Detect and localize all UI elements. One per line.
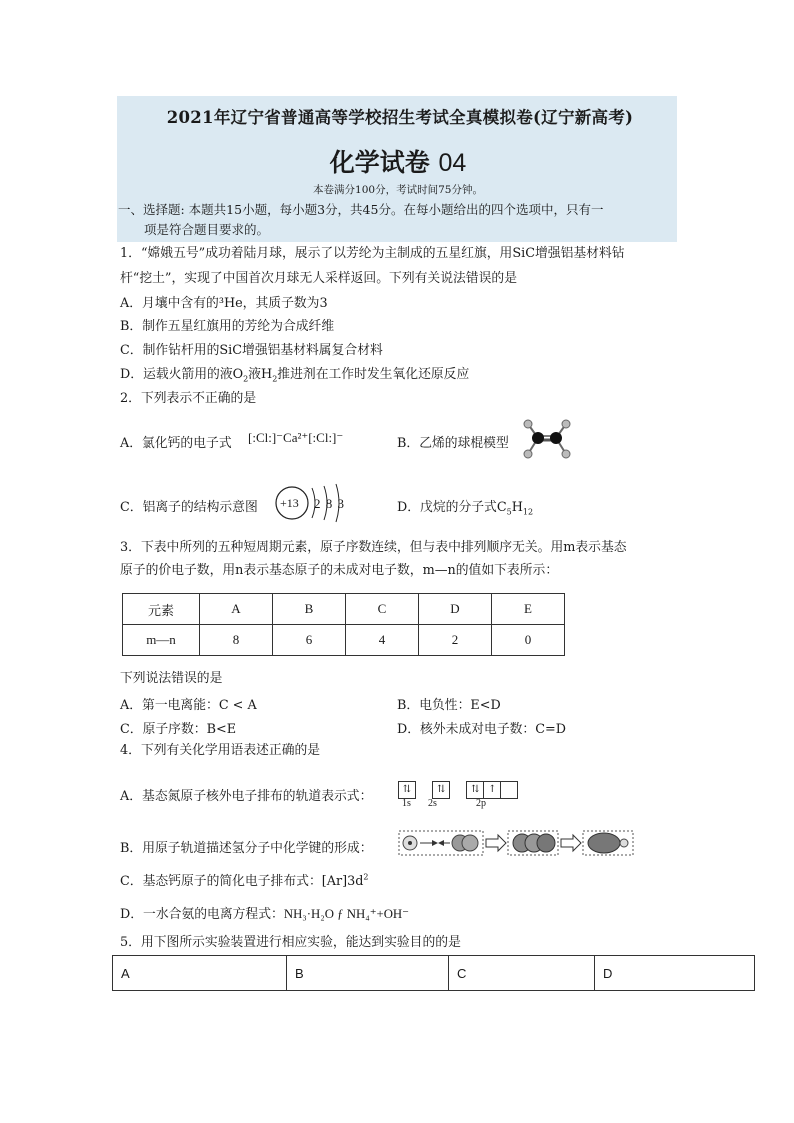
orbital-2p-3 xyxy=(501,781,518,799)
q2-stem: 2．下列表示不正确的是 xyxy=(120,391,257,406)
paper-title-text: 化学试卷 xyxy=(329,148,430,177)
q1-option-a: A．月壤中含有的³He，其质子数为3 xyxy=(120,296,328,311)
table-cell: A xyxy=(200,594,273,625)
q4-stem: 4．下列有关化学用语表述正确的是 xyxy=(120,743,321,758)
process-arrow-1 xyxy=(486,835,506,851)
nucleus-charge: +13 xyxy=(280,496,299,510)
orbital-1s: ⇅ xyxy=(398,781,416,799)
process-arrow-2 xyxy=(561,835,581,851)
exam-title: 2021年辽宁省普通高等学校招生考试全真模拟卷(辽宁新高考) xyxy=(166,108,634,127)
arrowhead-1 xyxy=(432,840,438,846)
instruction-line-2: 项是符合题目要求的。 xyxy=(144,222,270,237)
q2-option-a: A．氯化钙的电子式 xyxy=(120,436,232,451)
orbital-2s: ⇅ xyxy=(432,781,450,799)
table-cell: 6 xyxy=(273,625,346,656)
q1-d-mid: 液H xyxy=(248,367,273,382)
q2-option-c: C．铝离子的结构示意图 xyxy=(120,500,258,515)
exam-info: 本卷满分100分，考试时间75分钟。 xyxy=(313,184,483,196)
q1-d-post: 推进剂在工作时发生氧化还原反应 xyxy=(277,367,470,382)
ethylene-ball-stick-model xyxy=(518,418,578,462)
nitrogen-orbital-diagram xyxy=(398,779,518,799)
q3-ask: 下列说法错误的是 xyxy=(120,671,223,686)
carbon-atom-1 xyxy=(532,432,544,444)
arrowhead-2 xyxy=(438,840,444,846)
orbital-2p-1: ⇅ xyxy=(466,781,484,799)
orbital-2p-2: ↑ xyxy=(484,781,501,799)
table-cell: B xyxy=(287,956,449,991)
h2-molecule xyxy=(588,833,620,853)
q2-option-d xyxy=(397,496,533,517)
hydrogen-atom-1 xyxy=(524,420,532,428)
q4-c-pre: C．基态钙原子的简化电子排布式：[Ar]3d xyxy=(120,874,364,889)
q3-stem-line-2: 原子的价电子数，用n表示基态原子的未成对电子数，m—n的值如下表所示： xyxy=(120,563,559,578)
q3-option-a: A．第一电离能：C < A xyxy=(120,698,257,713)
q1-stem-line-2: 杆“挖土”，实现了中国首次月球无人采样返回。下列有关说法错误的是 xyxy=(120,271,517,286)
h2-end-lobe xyxy=(620,839,628,847)
q2-d-h-sub: 12 xyxy=(522,507,534,517)
q3-option-b: B．电负性：E<D xyxy=(397,698,501,713)
q1-option-d: D．运载火箭用的液$O_2$液$H_2$推进剂在工作时发生氧化还原反应 xyxy=(120,367,470,384)
orbital-label-2p: 2p xyxy=(476,798,486,809)
q2-d-pre: D．戊烷的分子式C xyxy=(397,500,507,515)
q5-stem: 5．用下图所示实验装置进行相应实验，能达到实验目的的是 xyxy=(120,935,461,950)
table-cell: 8 xyxy=(200,625,273,656)
table-cell: 0 xyxy=(492,625,565,656)
q1-option-c: C．制作钻杆用的SiC增强铝基材料属复合材料 xyxy=(120,343,383,358)
hydrogen-atom-4 xyxy=(562,450,570,458)
q2-option-b: B．乙烯的球棍模型 xyxy=(397,436,509,451)
table-row xyxy=(123,594,565,625)
q3-element-table xyxy=(122,593,565,656)
q5-options-table xyxy=(112,955,755,991)
overlap-atom-3 xyxy=(537,834,555,852)
instruction-line-1: 一、选择题: 本题共15小题，每小题3分，共45分。在每小题给出的四个选项中，只有一 xyxy=(118,202,604,217)
q1-stem-line-1: 1．“嫦娥五号”成功着陆月球，展示了以芳纶为主制成的五星红旗，用SiC增强铝基材料钻 xyxy=(120,246,625,261)
electron-shells: 2 8 3 xyxy=(314,496,345,511)
table-cell: 4 xyxy=(346,625,419,656)
q4-option-b: B．用原子轨道描述氢分子中化学键的形成： xyxy=(120,841,373,856)
table-cell: E xyxy=(492,594,565,625)
hydrogen-atom-3 xyxy=(562,420,570,428)
h-atom-right-b xyxy=(462,835,478,851)
q4-option-c xyxy=(120,870,369,889)
hydrogen-atom-2 xyxy=(524,450,532,458)
hydrogen-bond-formation-diagram xyxy=(398,829,634,859)
table-row xyxy=(123,625,565,656)
q1-d-pre: D．运载火箭用的液O xyxy=(120,367,244,382)
table-cell: D xyxy=(419,594,492,625)
q3-option-c: C．原子序数：B<E xyxy=(120,722,237,737)
q3-option-d: D．核外未成对电子数：C=D xyxy=(397,722,567,737)
table-cell: 2 xyxy=(419,625,492,656)
table-row xyxy=(113,956,755,991)
paper-title xyxy=(118,143,678,179)
table-cell: D xyxy=(595,956,755,991)
calcium-chloride-electron-formula: [:Cl:]⁻Ca²⁺[:Cl:]⁻ xyxy=(248,430,344,445)
ammonia-ionization-equation: NH₃·H₂O ƒ NH₄⁺+OH⁻ xyxy=(283,907,409,921)
table-cell: A xyxy=(113,956,287,991)
h-nucleus-left xyxy=(408,841,412,845)
q4-c-sup: 2 xyxy=(363,872,369,882)
q2-d-c-sub: 5 xyxy=(506,507,512,517)
table-cell: m—n xyxy=(123,625,200,656)
section-instruction xyxy=(118,200,678,240)
orbital-label-1s: 1s xyxy=(402,798,411,809)
q4-d-pre: D．一水合氨的电离方程式： xyxy=(120,907,284,922)
q4-option-a: A．基态氮原子核外电子排布的轨道表示式： xyxy=(120,789,373,804)
table-cell: 元素 xyxy=(123,594,200,625)
table-cell: C xyxy=(449,956,595,991)
table-cell: B xyxy=(273,594,346,625)
table-cell: C xyxy=(346,594,419,625)
carbon-atom-2 xyxy=(550,432,562,444)
q3-stem-line-1: 3．下表中所列的五种短周期元素，原子序数连续，但与表中排列顺序无关。用m表示基态 xyxy=(120,540,627,555)
q4-option-d xyxy=(120,903,409,922)
orbital-label-2s: 2s xyxy=(428,798,437,809)
q1-option-b: B．制作五星红旗用的芳纶为合成纤维 xyxy=(120,319,335,334)
q2-d-h: H xyxy=(511,500,523,515)
paper-number: 04 xyxy=(438,149,467,177)
